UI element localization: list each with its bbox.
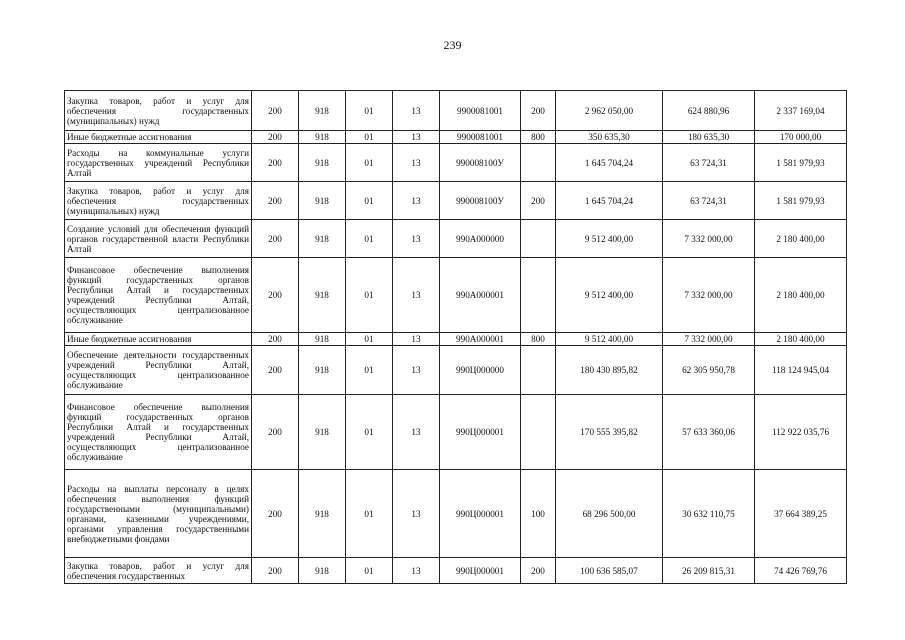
code-a: 200 [252, 144, 299, 182]
amount-3: 1 581 979,93 [755, 182, 847, 220]
code-b: 918 [299, 131, 346, 144]
expense-type: 100 [521, 470, 556, 558]
code-a: 200 [252, 346, 299, 395]
amount-3: 2 180 400,00 [755, 258, 847, 333]
subsection-code: 13 [393, 346, 440, 395]
expense-type: 800 [521, 333, 556, 346]
section-code: 01 [346, 558, 393, 584]
amount-1: 9 512 400,00 [556, 220, 663, 258]
amount-1: 9 512 400,00 [556, 258, 663, 333]
row-name: Обеспечение деятельности государственных учреждений Республики Алтай, осуществляющих централизованное обслуживание [65, 346, 252, 395]
expense-type [521, 346, 556, 395]
expense-type: 200 [521, 91, 556, 131]
amount-3: 1 581 979,93 [755, 144, 847, 182]
budget-table [64, 90, 847, 584]
table-row [65, 470, 847, 558]
amount-3: 37 664 389,25 [755, 470, 847, 558]
target-article: 990А000001 [440, 258, 521, 333]
amount-2: 30 632 110,75 [663, 470, 755, 558]
row-name: Создание условий для обеспечения функций органов государственной власти Республики Алтай [65, 220, 252, 258]
amount-1: 180 430 895,82 [556, 346, 663, 395]
amount-2: 180 635,30 [663, 131, 755, 144]
amount-2: 26 209 815,31 [663, 558, 755, 584]
table-row [65, 346, 847, 395]
amount-1: 1 645 704,24 [556, 182, 663, 220]
subsection-code: 13 [393, 144, 440, 182]
code-a: 200 [252, 558, 299, 584]
target-article: 990008100У [440, 182, 521, 220]
expense-type: 200 [521, 182, 556, 220]
row-name: Финансовое обеспечение выполнения функций государственных органов Республики Алтай и государственных учреждений Республики Алтай, осуществляющих централизованное обслуживание [65, 258, 252, 333]
expense-type [521, 220, 556, 258]
amount-2: 7 332 000,00 [663, 333, 755, 346]
code-b: 918 [299, 91, 346, 131]
amount-1: 100 636 585,07 [556, 558, 663, 584]
amount-2: 7 332 000,00 [663, 220, 755, 258]
amount-2: 62 305 950,78 [663, 346, 755, 395]
code-b: 918 [299, 346, 346, 395]
amount-1: 1 645 704,24 [556, 144, 663, 182]
code-b: 918 [299, 258, 346, 333]
subsection-code: 13 [393, 395, 440, 470]
row-name: Финансовое обеспечение выполнения функций государственных органов Республики Алтай и государственных учреждений Республики Алтай, осуществляющих централизованное обслуживание [65, 395, 252, 470]
code-a: 200 [252, 91, 299, 131]
subsection-code: 13 [393, 131, 440, 144]
table-row [65, 558, 847, 584]
target-article: 9900081001 [440, 131, 521, 144]
target-article: 990Ц000001 [440, 558, 521, 584]
subsection-code: 13 [393, 182, 440, 220]
subsection-code: 13 [393, 258, 440, 333]
target-article: 9900081001 [440, 91, 521, 131]
expense-type: 800 [521, 131, 556, 144]
expense-type [521, 395, 556, 470]
expense-type: 200 [521, 558, 556, 584]
amount-2: 63 724,31 [663, 182, 755, 220]
amount-1: 170 555 395,82 [556, 395, 663, 470]
section-code: 01 [346, 333, 393, 346]
page-number: 239 [443, 38, 462, 52]
row-name: Расходы на выплаты персоналу в целях обеспечения выполнения функций государственными (муниципальными) органами, казенными учреждениями, органами управления государственными внебюджетными фондами [65, 470, 252, 558]
amount-2: 7 332 000,00 [663, 258, 755, 333]
amount-2: 624 880,96 [663, 91, 755, 131]
code-b: 918 [299, 182, 346, 220]
amount-2: 63 724,31 [663, 144, 755, 182]
amount-3: 2 337 169,04 [755, 91, 847, 131]
section-code: 01 [346, 258, 393, 333]
code-a: 200 [252, 182, 299, 220]
table-row [65, 91, 847, 131]
row-name: Иные бюджетные ассигнования [65, 131, 252, 144]
section-code: 01 [346, 395, 393, 470]
row-name: Закупка товаров, работ и услуг для обеспечения государственных (муниципальных) нужд [65, 182, 252, 220]
table-row [65, 144, 847, 182]
section-code: 01 [346, 131, 393, 144]
code-a: 200 [252, 470, 299, 558]
target-article: 990Ц000001 [440, 395, 521, 470]
code-a: 200 [252, 220, 299, 258]
subsection-code: 13 [393, 220, 440, 258]
section-code: 01 [346, 470, 393, 558]
section-code: 01 [346, 144, 393, 182]
row-name: Расходы на коммунальные услуги государственных учреждений Республики Алтай [65, 144, 252, 182]
code-a: 200 [252, 333, 299, 346]
target-article: 990А000001 [440, 333, 521, 346]
amount-3: 2 180 400,00 [755, 220, 847, 258]
subsection-code: 13 [393, 558, 440, 584]
code-b: 918 [299, 333, 346, 346]
amount-3: 112 922 035,76 [755, 395, 847, 470]
section-code: 01 [346, 346, 393, 395]
row-name: Закупка товаров, работ и услуг для обеспечения государственных (муниципальных) нужд [65, 91, 252, 131]
table-row [65, 131, 847, 144]
subsection-code: 13 [393, 470, 440, 558]
expense-type [521, 258, 556, 333]
code-a: 200 [252, 258, 299, 333]
code-b: 918 [299, 395, 346, 470]
amount-1: 350 635,30 [556, 131, 663, 144]
amount-3: 170 000,00 [755, 131, 847, 144]
subsection-code: 13 [393, 333, 440, 346]
row-name: Закупка товаров, работ и услуг для обеспечения государственных [65, 558, 252, 584]
code-b: 918 [299, 558, 346, 584]
expense-type [521, 144, 556, 182]
code-b: 918 [299, 220, 346, 258]
section-code: 01 [346, 220, 393, 258]
target-article: 990А000000 [440, 220, 521, 258]
amount-3: 118 124 945,04 [755, 346, 847, 395]
amount-1: 9 512 400,00 [556, 333, 663, 346]
table-row [65, 182, 847, 220]
table-row [65, 333, 847, 346]
amount-2: 57 633 360,06 [663, 395, 755, 470]
code-a: 200 [252, 395, 299, 470]
target-article: 990Ц000000 [440, 346, 521, 395]
subsection-code: 13 [393, 91, 440, 131]
code-b: 918 [299, 144, 346, 182]
table-row [65, 258, 847, 333]
section-code: 01 [346, 182, 393, 220]
code-b: 918 [299, 470, 346, 558]
target-article: 990008100У [440, 144, 521, 182]
amount-3: 74 426 769,76 [755, 558, 847, 584]
amount-1: 68 296 500,00 [556, 470, 663, 558]
section-code: 01 [346, 91, 393, 131]
target-article: 990Ц000001 [440, 470, 521, 558]
table-row [65, 395, 847, 470]
row-name: Иные бюджетные ассигнования [65, 333, 252, 346]
amount-3: 2 180 400,00 [755, 333, 847, 346]
amount-1: 2 962 050,00 [556, 91, 663, 131]
table-row [65, 220, 847, 258]
code-a: 200 [252, 131, 299, 144]
